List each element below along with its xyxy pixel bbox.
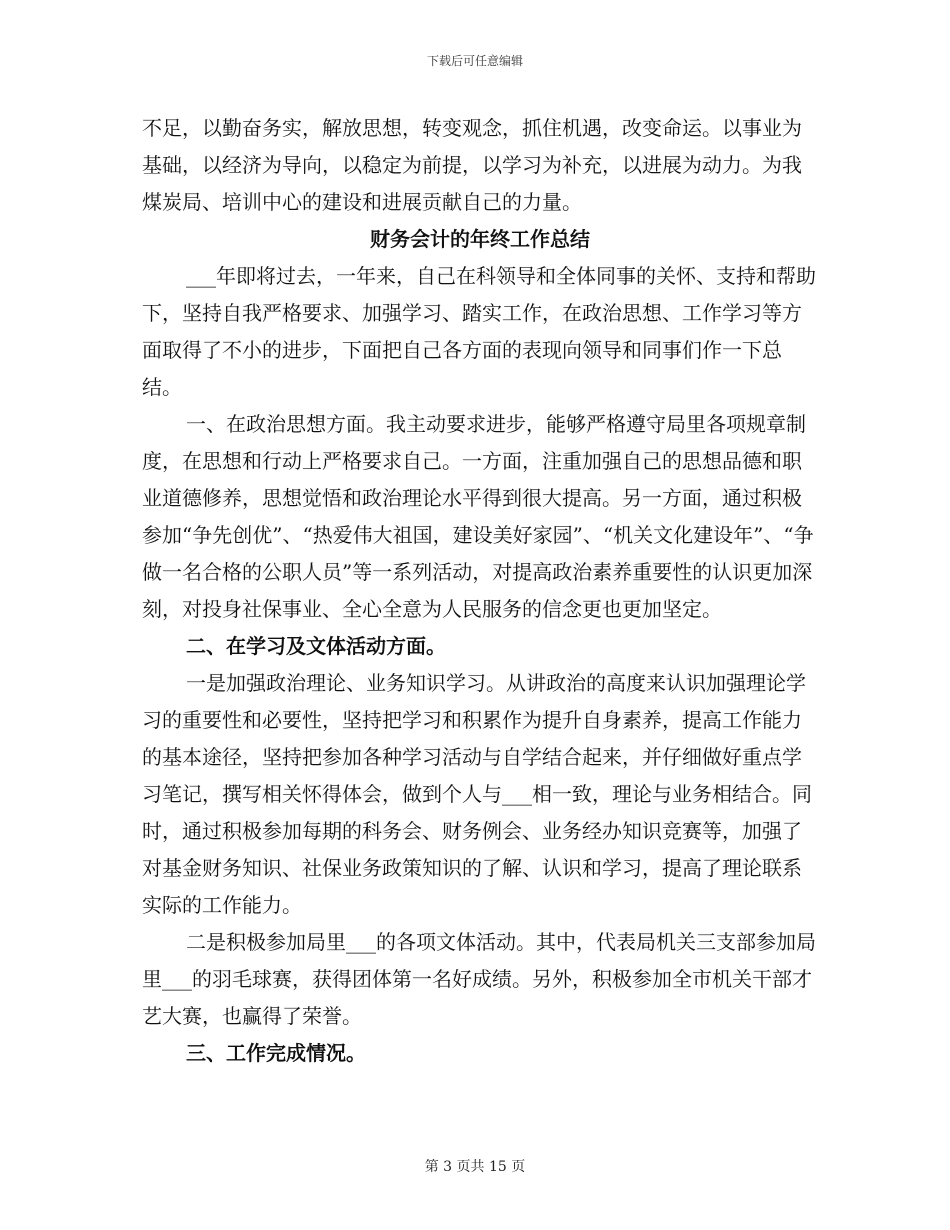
paragraph-continuation: 不足，以勤奋务实，解放思想，转变观念，抓住机遇，改变命运。以事业为基础，以经济为导向，以稳定为前提，以学习为补充，以进展为动力。为我煤炭局、培训中心的建设和进展贡献自己的力量。 [142,116,802,214]
paragraph-political: 一、在政治思想方面。我主动要求进步，能够严格遵守局里各项规章制度，在思想和行动上严格要求自己。一方面，注重加强自己的思想品德和职业道德修养，思想觉悟和政治理论水平得到很大提高。另一方面，通过积极参加“争先创优”、“热爱伟大祖国，建设美好家园”、“机关文化建设年”、“争做一名合格的公职人员”等一系列活动，对提高政治素养重要性的认识更加深刻，对投身社保事业、全心全意为人民服务的信念更也更加坚定。 [142,412,814,621]
page-footer: 第 3 页共 15 页 [424,1159,526,1175]
paragraph-intro: ___年即将过去，一年来，自己在科领导和全体同事的关怀、支持和帮助下，坚持自我严格要求、加强学习、踏实工作，在政治思想、工作学习等方面取得了不小的进步，下面把自己各方面的表现向领导和同事们作一下总结。 [142,264,816,399]
document-body [142,110,818,1072]
page-header: 下载后可任意编辑 [426,54,523,68]
paragraph-study: 一是加强政治理论、业务知识学习。从讲政治的高度来认识加强理论学习的重要性和必要性，坚持把学习和积累作为提升自身素养，提高工作能力的基本途径，坚持把参加各种学习活动与自学结合起来，并仔细做好重点学习笔记，撰写相关怀得体会，做到个人与___相一致，理论与业务相结合。同时，通过积极参加每期的科务会、财务例会、业务经办知识竞赛等，加强了对基金财务知识、社保业务政策知识的了解、认识和学习，提高了理论联系实际的工作能力。 [142,671,812,917]
paragraph-activities: 二是积极参加局里___的各项文体活动。其中，代表局机关三支部参加局里___的羽毛球赛，获得团体第一名好成绩。另外，积极参加全市机关干部才艺大赛，也赢得了荣誉。 [142,930,816,1028]
document-title: 财务会计的年终工作总结 [370,227,590,251]
section-heading-work: 三、工作完成情况。 [186,1041,366,1065]
section-heading-study: 二、在学习及文体活动方面。 [186,634,446,658]
